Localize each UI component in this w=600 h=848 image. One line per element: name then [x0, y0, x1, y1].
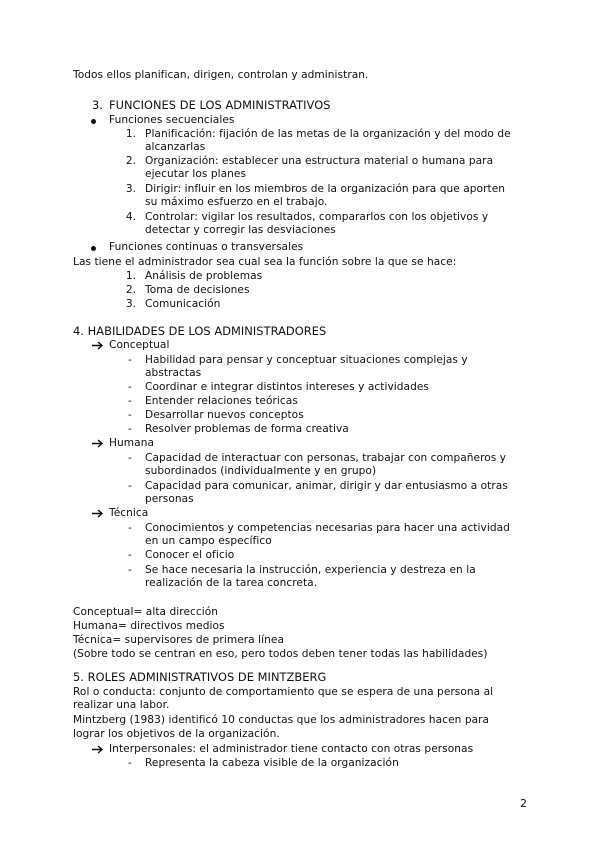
list-item-cont: ejecutar los planes [145, 168, 247, 180]
list-item-cont: abstractas [145, 367, 202, 379]
list-item: Resolver problemas de forma creativa [145, 423, 349, 435]
list-item: Coordinar e integrar distintos intereses y actividades [145, 381, 429, 393]
section-5-title: 5. ROLES ADMINISTRATIVOS DE MINTZBERG [73, 670, 327, 684]
section-3-number: 3. [92, 98, 103, 112]
summary-line: Conceptual= alta dirección [73, 606, 219, 618]
list-number: 1. [125, 128, 136, 140]
list-item: Conocer el oficio [145, 549, 235, 561]
bullet-icon [91, 119, 96, 124]
list-item-cont: realización de la tarea concreta. [145, 577, 318, 589]
list-item: Análisis de problemas [145, 270, 263, 282]
dash-marker: - [128, 522, 132, 534]
list-item: Capacidad de interactuar con personas, trabajar con compañeros y [145, 452, 507, 464]
list-item: Organización: establecer una estructura material o humana para [145, 155, 494, 167]
arrow-right-icon [91, 743, 105, 756]
intro-text: Todos ellos planifican, dirigen, controlan y administran. [73, 69, 369, 81]
bullet-icon [91, 246, 96, 251]
seq-functions-label: Funciones secuenciales [109, 114, 235, 126]
paragraph-line: Rol o conducta: conjunto de comportamiento que se espera de una persona al [73, 686, 494, 698]
interpersonal-item: Interpersonales: el administrador tiene contacto con otras personas [109, 743, 474, 755]
list-item: Representa la cabeza visible de la organización [145, 757, 399, 769]
dash-marker: - [128, 757, 132, 769]
list-number: 3. [125, 298, 136, 310]
list-number: 4. [125, 211, 136, 223]
paragraph-line: realizar una labor. [73, 699, 170, 711]
list-item-cont: subordinados (individualmente y en grupo) [145, 465, 377, 477]
list-item: Controlar: vigilar los resultados, compararlos con los objetivos y [145, 211, 489, 223]
list-item-cont: personas [145, 493, 194, 505]
summary-line: Humana= directivos medios [73, 620, 225, 632]
dash-marker: - [128, 480, 132, 492]
list-item: Comunicación [145, 298, 221, 310]
list-number: 2. [125, 155, 136, 167]
list-item: Toma de decisiones [145, 284, 250, 296]
list-item-cont: detectar y corregir las desviaciones [145, 224, 336, 236]
dash-marker: - [128, 409, 132, 421]
list-number: 3. [125, 183, 136, 195]
list-number: 1. [125, 270, 136, 282]
list-item: Conocimientos y competencias necesarias para hacer una actividad [145, 522, 510, 534]
list-item-cont: alcanzarlas [145, 141, 206, 153]
summary-line: Técnica= supervisores de primera línea [73, 634, 284, 646]
cont-functions-intro: Las tiene el administrador sea cual sea la función sobre la que se hace: [73, 256, 457, 268]
arrow-right-icon [91, 339, 105, 352]
paragraph-line: Mintzberg (1983) identificó 10 conductas que los administradores hacen para [73, 714, 490, 726]
dash-marker: - [128, 549, 132, 561]
dash-marker: - [128, 395, 132, 407]
list-number: 2. [125, 284, 136, 296]
skill-technical-label: Técnica [109, 507, 149, 519]
list-item: Entender relaciones teóricas [145, 395, 298, 407]
skill-conceptual-label: Conceptual [109, 339, 170, 351]
arrow-right-icon [91, 437, 105, 450]
list-item: Habilidad para pensar y conceptuar situaciones complejas y [145, 354, 468, 366]
list-item-cont: en un campo específico [145, 535, 272, 547]
list-item: Desarrollar nuevos conceptos [145, 409, 304, 421]
dash-marker: - [128, 564, 132, 576]
dash-marker: - [128, 423, 132, 435]
dash-marker: - [128, 354, 132, 366]
dash-marker: - [128, 452, 132, 464]
section-4-title: 4. HABILIDADES DE LOS ADMINISTRADORES [73, 324, 327, 338]
list-item: Dirigir: influir en los miembros de la organización para que aporten [145, 183, 506, 195]
cont-functions-label: Funciones continuas o transversales [109, 241, 304, 253]
page-number: 2 [520, 797, 527, 810]
list-item-cont: su máximo esfuerzo en el trabajo. [145, 196, 328, 208]
arrow-right-icon [91, 507, 105, 520]
paragraph-line: lograr los objetivos de la organización. [73, 728, 280, 740]
list-item: Capacidad para comunicar, animar, dirigir y dar entusiasmo a otras [145, 480, 508, 492]
list-item: Se hace necesaria la instrucción, experiencia y destreza en la [145, 564, 476, 576]
skill-human-label: Humana [109, 437, 154, 449]
dash-marker: - [128, 381, 132, 393]
section-3-title: FUNCIONES DE LOS ADMINISTRATIVOS [109, 98, 331, 112]
list-item: Planificación: fijación de las metas de la organización y del modo de [145, 128, 511, 140]
summary-line: (Sobre todo se centran en eso, pero todos deben tener todas las habilidades) [73, 648, 488, 660]
